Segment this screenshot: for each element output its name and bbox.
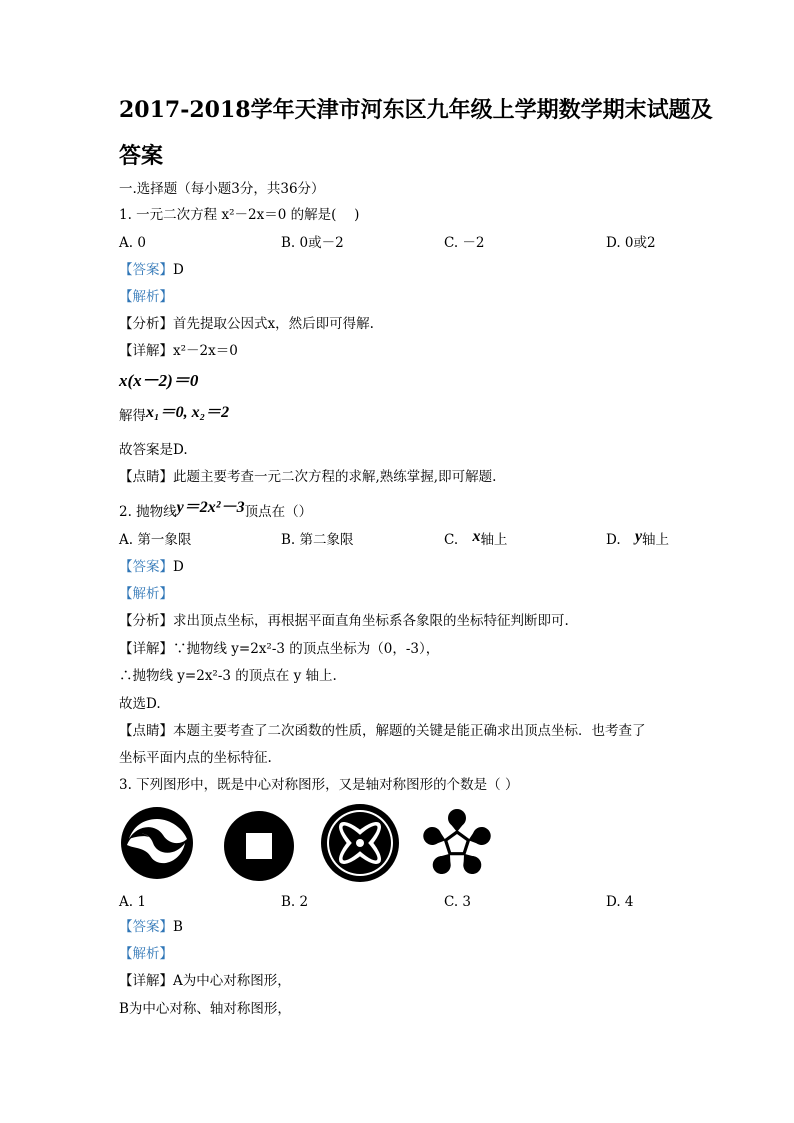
q2-option-c (444, 528, 508, 549)
document-title-line2: 答案 (119, 143, 164, 169)
q2-stem-suffix: 顶点在（） (244, 504, 313, 520)
figure-d-pentagon (420, 805, 494, 879)
q3-option-c: C. 3 (444, 894, 472, 910)
q2-analysis-tag (119, 585, 173, 603)
q3-answer (119, 918, 183, 936)
q2-detail (119, 640, 439, 658)
q2-fenxi-text: 求出顶点坐标，再根据平面直角坐标系各象限的坐标特征判断即可. (173, 613, 569, 629)
q1-option-a: A. 0 (119, 235, 146, 251)
q2-option-d-suffix: 轴上 (642, 532, 670, 548)
answer-tag: 【答案】 (119, 919, 173, 935)
q3-analysis-tag (119, 945, 173, 963)
q2-stem (119, 499, 313, 521)
q1-analysis-tag (119, 288, 173, 306)
q3-answer-value: B (173, 919, 183, 935)
q3-option-d: D. 4 (606, 894, 634, 910)
q1-conclusion: 故答案是D. (119, 442, 188, 458)
q3-option-a: A. 1 (119, 894, 146, 910)
q2-stem-prefix: 2. 抛物线 (119, 504, 177, 520)
answer-tag: 【答案】 (119, 559, 173, 575)
q2-dianjing-text: 本题主要考查了二次函数的性质，解题的关键是能正确求出顶点坐标．也考查了 (173, 723, 646, 739)
q3-detail (119, 972, 291, 990)
detail-tag: 【详解】 (119, 343, 173, 359)
q1-option-d: D. 0或2 (606, 235, 656, 251)
q2-fenxi (119, 612, 569, 630)
q2-option-d-label: D. (606, 532, 625, 548)
q3-stem: 3. 下列图形中，既是中心对称图形，又是轴对称图形的个数是（ ） (119, 777, 519, 793)
dianjing-tag: 【点睛】 (119, 723, 173, 739)
q2-stem-math: y＝2x²－3 (176, 499, 245, 516)
q1-math-factor: x(x－2)＝0 (119, 371, 199, 390)
q2-dianjing-line2: 坐标平面内点的坐标特征. (119, 750, 272, 766)
analysis-tag: 【解析】 (119, 586, 173, 602)
q1-answer-value: D (173, 262, 184, 278)
q2-answer-value: D (173, 559, 184, 575)
analysis-tag: 【解析】 (119, 946, 173, 962)
document-title-line1: 2017-2018学年天津市河东区九年级上学期数学期末试题及 (119, 97, 713, 123)
dianjing-tag: 【点睛】 (119, 469, 173, 485)
figure-a-swirl (119, 805, 195, 881)
q1-detail (119, 342, 238, 360)
analysis-tag: 【解析】 (119, 289, 173, 305)
answer-tag: 【答案】 (119, 262, 173, 278)
q2-option-d-math: y (634, 528, 643, 545)
fenxi-tag: 【分析】 (119, 316, 173, 332)
q1-detail-text: x²－2x＝0 (173, 343, 238, 359)
q1-stem: 1. 一元二次方程 x²－2x＝0 的解是( ) (119, 207, 360, 223)
q1-math-roots: x₁＝0, x₂＝2 (146, 404, 230, 421)
q2-line2: ∴抛物线 y=2x²-3 的顶点在 y 轴上. (119, 668, 337, 684)
q3-option-b: B. 2 (281, 894, 309, 910)
figure-b-circle-square (223, 810, 295, 882)
q1-dianjing (119, 468, 496, 486)
q1-fenxi-text: 首先提取公因式x，然后即可得解. (173, 316, 374, 332)
q1-fenxi (119, 315, 374, 333)
q2-option-c-math: x (472, 528, 481, 545)
q1-answer (119, 261, 184, 279)
section-heading: 一.选择题（每小题3分，共36分） (119, 181, 325, 197)
q2-option-d (606, 528, 670, 549)
q1-option-b: B. 0或－2 (281, 235, 344, 251)
q2-option-c-suffix: 轴上 (480, 532, 508, 548)
fenxi-tag: 【分析】 (119, 613, 173, 629)
q3-line2: B为中心对称、轴对称图形， (119, 1001, 291, 1017)
figure-c-petals (320, 803, 400, 883)
q2-dianjing (119, 722, 646, 740)
q3-detail-text: A为中心对称图形， (173, 973, 291, 989)
q1-solution (119, 404, 230, 425)
q1-dianjing-text: 此题主要考查一元二次方程的求解,熟练掌握,即可解题. (173, 469, 497, 485)
q2-detail-text: ∵抛物线 y=2x²-3 的顶点坐标为（0，-3）， (173, 641, 440, 657)
q1-solve-prefix: 解得 (119, 408, 146, 424)
q2-option-a: A. 第一象限 (119, 532, 192, 548)
q1-option-c: C. －2 (444, 235, 485, 251)
q2-option-c-label: C. (444, 532, 463, 548)
detail-tag: 【详解】 (119, 973, 173, 989)
detail-tag: 【详解】 (119, 641, 173, 657)
q2-option-b: B. 第二象限 (281, 532, 354, 548)
q2-answer (119, 558, 184, 576)
q2-conclusion: 故选D. (119, 696, 161, 712)
